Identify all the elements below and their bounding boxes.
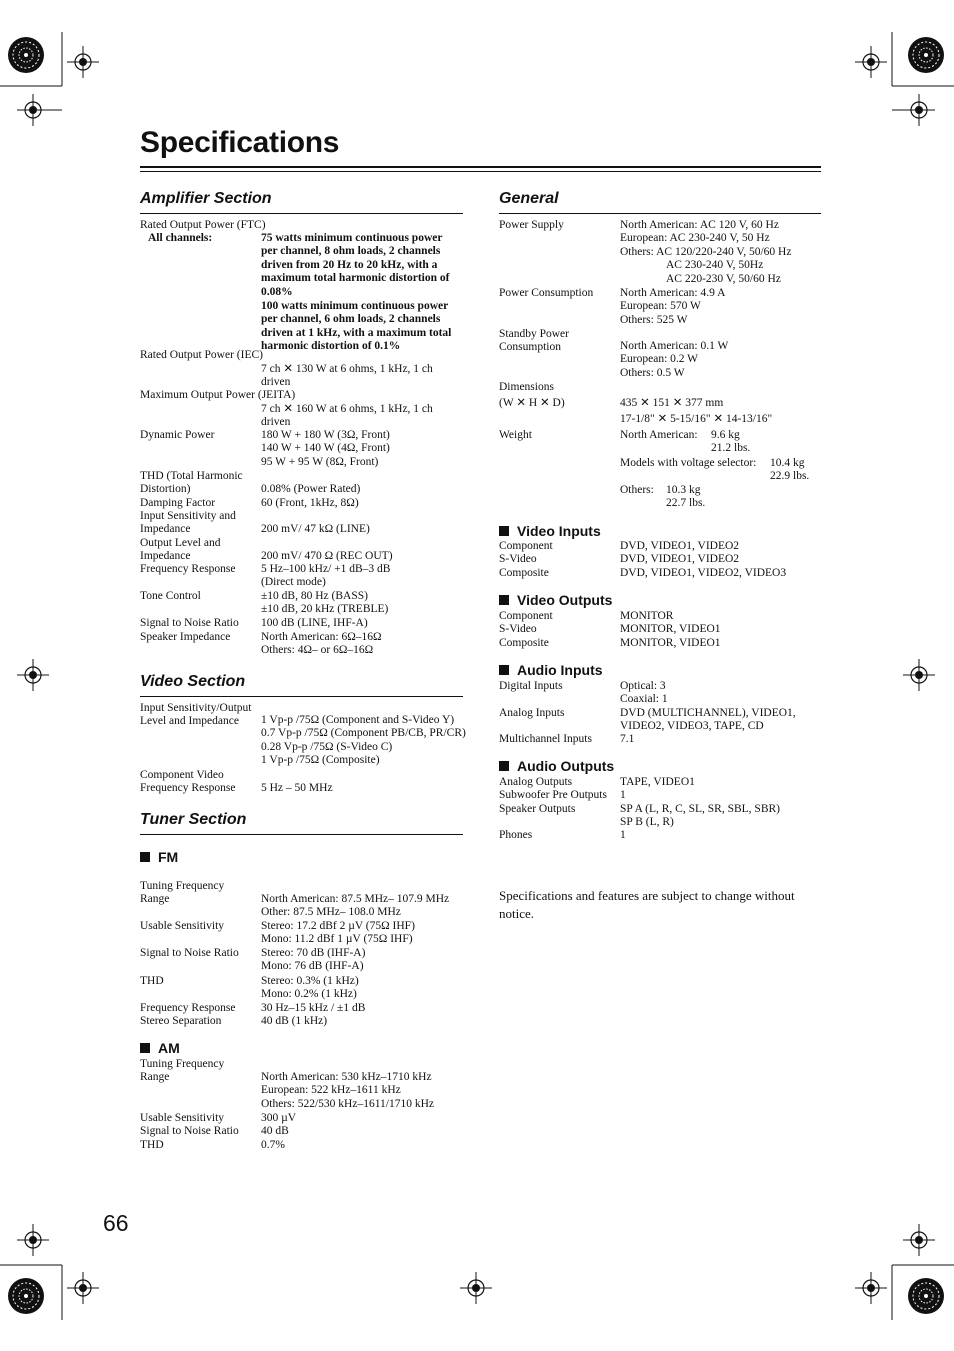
spec-label: Power Supply: [499, 219, 564, 231]
spec-value: Optical: 3 Coaxial: 1: [620, 680, 668, 706]
spec-label: Output Level and Impedance: [140, 537, 221, 563]
audio-outputs-heading: Audio Outputs: [499, 758, 614, 774]
spec-label: Dimensions (W ✕ H ✕ D): [499, 381, 565, 410]
square-bullet-icon: [140, 1043, 150, 1053]
spec-value: 100 dB (LINE, IHF-A): [261, 617, 368, 629]
spec-value: North American: 530 kHz–1710 kHz European: 522 kHz–1611 kHz Others: 522/530 kHz–1611/1710 kHz: [261, 1071, 435, 1110]
page-number: 66: [103, 1210, 129, 1236]
spec-value: MONITOR MONITOR, VIDEO1 MONITOR, VIDEO1: [620, 610, 721, 649]
spec-value: SP A (L, R, C, SL, SR, SBL, SBR) SP B (L, R): [620, 803, 780, 829]
spec-value: 7 ch ✕ 130 W at 6 ohms, 1 kHz, 1 ch driven: [261, 363, 433, 389]
spec-label: Dynamic Power: [140, 429, 215, 441]
spec-value: 40 dB (1 kHz): [261, 1015, 328, 1027]
square-bullet-icon: [499, 526, 509, 536]
spec-value: 435 ✕ 151 ✕ 377 mm 17-1/8" ✕ 5-15/16" ✕ 14-13/16": [620, 397, 773, 426]
spec-value: 60 (Front, 1kHz, 8Ω): [261, 497, 359, 509]
spec-value: DVD, VIDEO1, VIDEO2 DVD, VIDEO1, VIDEO2 DVD, VIDEO1, VIDEO2, VIDEO3: [620, 540, 787, 579]
video-rule: [140, 696, 463, 697]
spec-label: Weight: [499, 429, 532, 441]
spec-value: 1 Vp-p /75Ω (Component and S-Video Y) 0.7 Vp-p /75Ω (Component PB/CB, PR/CR) 0.28 Vp-p /75Ω (S-Video C) 1 Vp-p /75Ω (Composite): [261, 714, 466, 767]
spec-value: 200 mV/ 470 Ω (REC OUT): [261, 550, 393, 562]
spec-label: Damping Factor: [140, 497, 216, 509]
spec-value: 1: [620, 829, 626, 841]
spec-value: 10.4 kg 22.9 lbs.: [770, 457, 810, 483]
fm-heading: FM: [140, 849, 178, 865]
spec-label: Signal to Noise Ratio: [140, 617, 239, 629]
title-rule: [140, 166, 821, 168]
spec-label: Subwoofer Pre Outputs: [499, 789, 607, 801]
spec-value: 5 Hz – 50 MHz: [261, 782, 333, 794]
spec-label: Rated Output Power (IEC): [140, 349, 263, 361]
spec-value: 7.1: [620, 733, 635, 745]
spec-value: 0.7%: [261, 1139, 285, 1151]
spec-value: 40 dB: [261, 1125, 289, 1137]
spec-label: Multichannel Inputs: [499, 733, 592, 745]
spec-label: Signal to Noise Ratio: [140, 1125, 239, 1137]
spec-label: Analog Inputs: [499, 707, 565, 719]
spec-value: 9.6 kg 21.2 lbs.: [711, 429, 751, 455]
spec-label: THD: [140, 975, 164, 987]
spec-label: Tuning Frequency Range: [140, 1058, 225, 1084]
spec-label: Standby Power Consumption: [499, 328, 569, 354]
spec-value: Stereo: 70 dB (IHF-A) Mono: 76 dB (IHF-A): [261, 947, 366, 973]
spec-label: Input Sensitivity/Output Level and Impedance: [140, 702, 252, 728]
spec-label: Component S-Video Composite: [499, 540, 553, 579]
spec-label: Digital Inputs: [499, 680, 563, 692]
spec-value: Stereo: 17.2 dBf 2 µV (75Ω IHF) Mono: 11.2 dBf 1 µV (75Ω IHF): [261, 920, 415, 946]
amplifier-heading: Amplifier Section: [140, 190, 272, 207]
spec-value: DVD (MULTICHANNEL), VIDEO1, VIDEO2, VIDEO3, TAPE, CD: [620, 707, 796, 733]
video-inputs-heading: Video Inputs: [499, 523, 601, 539]
spec-label: Speaker Outputs: [499, 803, 576, 815]
spec-label: Maximum Output Power (JEITA): [140, 389, 296, 401]
general-heading: General: [499, 190, 559, 207]
spec-value: 7 ch ✕ 160 W at 6 ohms, 1 kHz, 1 ch driven: [261, 403, 433, 429]
video-outputs-heading: Video Outputs: [499, 592, 612, 608]
spec-value: 0.08% (Power Rated): [261, 483, 361, 495]
spec-label: Tone Control: [140, 590, 201, 602]
spec-value: North American: 87.5 MHz– 107.9 MHz Other: 87.5 MHz– 108.0 MHz: [261, 893, 450, 919]
square-bullet-icon: [499, 595, 509, 605]
tuner-heading: Tuner Section: [140, 811, 247, 828]
spec-value: Stereo: 0.3% (1 kHz) Mono: 0.2% (1 kHz): [261, 975, 359, 1001]
spec-label: Rated Output Power (FTC): [140, 219, 266, 231]
square-bullet-icon: [499, 761, 509, 771]
spec-label: All channels:: [148, 232, 213, 244]
spec-value: North American: AC 120 V, 60 Hz European: AC 230-240 V, 50 Hz Others: AC 120/220-240 V, 50/60 Hz AC 230-240 V, 50Hz AC 220-230 V, 50/60 Hz: [620, 219, 792, 285]
spec-label: Analog Outputs: [499, 776, 573, 788]
spec-label: THD (Total Harmonic Distortion): [140, 470, 243, 496]
spec-label: Speaker Impedance: [140, 631, 231, 643]
square-bullet-icon: [140, 852, 150, 862]
spec-value: 10.3 kg 22.7 lbs.: [666, 484, 706, 510]
spec-value: 75 watts minimum continuous power per channel, 8 ohm loads, 2 channels driven from 20 Hz to 20 kHz, with a maximum total harmonic distortion of 0.08% 100 watts minimum continuous power per channel, 6 ohm loads, 2 channels driven at 1 kHz, with a maximum total harmonic distortion of 0.1%: [261, 232, 452, 353]
spec-label: Signal to Noise Ratio: [140, 947, 239, 959]
spec-label: Models with voltage selector:: [620, 457, 757, 469]
spec-label: Stereo Separation: [140, 1015, 222, 1027]
spec-label: THD: [140, 1139, 164, 1151]
spec-value: 5 Hz–100 kHz/ +1 dB–3 dB (Direct mode): [261, 563, 391, 589]
square-bullet-icon: [499, 665, 509, 675]
general-rule: [499, 213, 821, 214]
title-rule-thin: [140, 171, 821, 172]
spec-value: North American: 6Ω–16Ω Others: 4Ω– or 6Ω–16Ω: [261, 631, 382, 657]
spec-value: 30 Hz–15 kHz / ±1 dB: [261, 1002, 366, 1014]
spec-value: 180 W + 180 W (3Ω, Front) 140 W + 140 W (4Ω, Front) 95 W + 95 W (8Ω, Front): [261, 429, 390, 468]
spec-label: Frequency Response: [140, 1002, 236, 1014]
amplifier-rule: [140, 213, 463, 214]
spec-value: 300 µV: [261, 1112, 297, 1124]
am-heading: AM: [140, 1040, 180, 1056]
spec-value: ±10 dB, 80 Hz (BASS) ±10 dB, 20 kHz (TREBLE): [261, 590, 389, 616]
tuner-rule: [140, 834, 463, 835]
footnote: Specifications and features are subject to change without notice.: [499, 888, 795, 921]
spec-label: Usable Sensitivity: [140, 1112, 225, 1124]
spec-value: North American: 4.9 A European: 570 W Others: 525 W: [620, 287, 726, 326]
spec-label: Phones: [499, 829, 533, 841]
spec-value: North American: 0.1 W European: 0.2 W Others: 0.5 W: [620, 340, 729, 379]
audio-inputs-heading: Audio Inputs: [499, 662, 603, 678]
spec-label: Power Consumption: [499, 287, 594, 299]
spec-label: Component Video Frequency Response: [140, 769, 236, 795]
spec-label: Others:: [620, 484, 654, 496]
spec-value: TAPE, VIDEO1: [620, 776, 695, 788]
spec-label: Usable Sensitivity: [140, 920, 225, 932]
page-title: Specifications: [140, 126, 340, 159]
spec-label: Input Sensitivity and Impedance: [140, 510, 236, 536]
spec-label: Tuning Frequency Range: [140, 880, 225, 906]
spec-value: 200 mV/ 47 kΩ (LINE): [261, 523, 370, 535]
spec-label: Frequency Response: [140, 563, 236, 575]
spec-label: Component S-Video Composite: [499, 610, 553, 649]
video-heading: Video Section: [140, 673, 246, 690]
spec-value: 1: [620, 789, 626, 801]
spec-label: North American:: [620, 429, 698, 441]
